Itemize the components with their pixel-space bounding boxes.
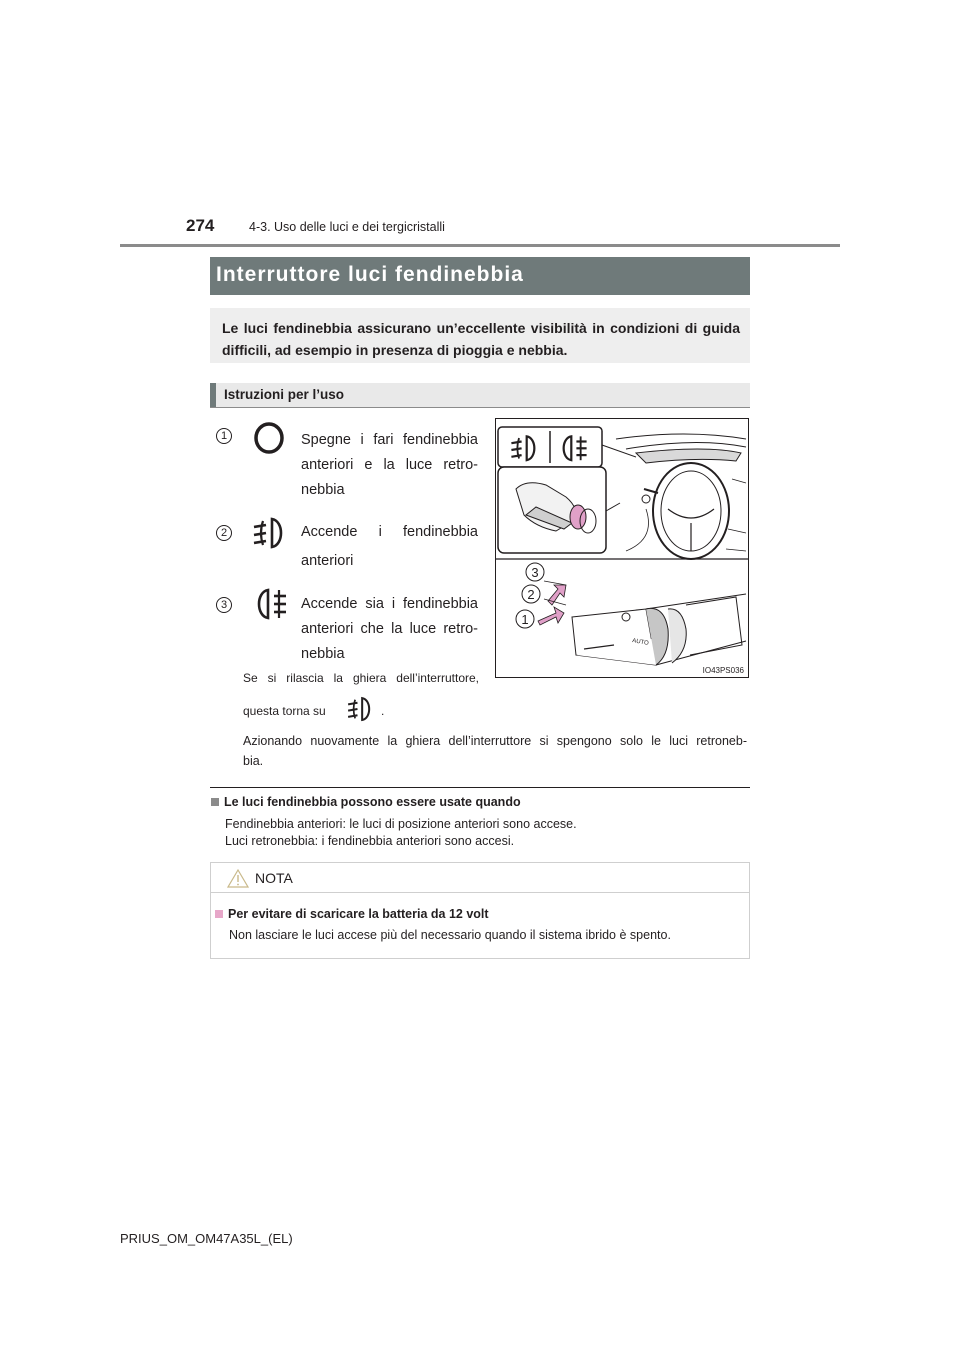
auto-ring-label: AUTO [631, 638, 650, 647]
step-1-line-1: Spegne i fari fendinebbia [301, 432, 478, 448]
intro-text: Le luci fendinebbia assicurano un’eccellente visibilità in condizioni di guida difficili, ad esempio in presenza di pioggia e nebbia. [210, 308, 750, 363]
nota-heading-row [215, 907, 489, 921]
callout-1: 1 [521, 612, 529, 627]
step-2-description [301, 520, 478, 574]
step-3-line-1: Accende sia i fendinebbia [301, 596, 478, 612]
subsection-accent [210, 383, 216, 407]
step-3-line-2: anteriori che la luce retro- [301, 621, 478, 637]
square-bullet-icon [215, 910, 223, 918]
usable-line-1: Fendinebbia anteriori: le luci di posizione anteriori sono accese. [225, 817, 577, 831]
illustration-code: IO43PS036 [702, 666, 744, 675]
nota-label: NOTA [255, 870, 293, 886]
subsection-heading [210, 383, 750, 408]
front-fog-light-icon [250, 515, 290, 551]
nota-box [210, 862, 750, 959]
again-note-line-2: bia. [243, 754, 264, 768]
fog-switch-illustration [495, 418, 749, 678]
usable-heading: Le luci fendinebbia possono essere usate quando [224, 795, 521, 809]
release-note-line-1: Se si rilascia la ghiera dell’interruttore, [243, 671, 479, 685]
step-2-line-1: Accende i fendinebbia [301, 524, 478, 540]
step-3-number: 3 [216, 597, 232, 613]
step-2-number: 2 [216, 525, 232, 541]
step-1-line-2: anteriori e la luce retro- [301, 457, 478, 473]
nota-header [211, 863, 749, 893]
subsection-label: Istruzioni per l’uso [224, 387, 345, 402]
release-note-line-2b: . [381, 704, 385, 718]
front-fog-light-icon-inline [345, 695, 377, 723]
rear-fog-light-icon [250, 586, 290, 622]
again-note-line-1: Azionando nuovamente la ghiera dell’interruttore si spengono solo le luci retroneb- [243, 734, 747, 748]
step-1-line-3: nebbia [301, 482, 345, 498]
step-2-line-2: anteriori [301, 553, 354, 569]
page-title: Interruttore luci fendinebbia [210, 257, 750, 295]
nota-text: Non lasciare le luci accese più del necessario quando il sistema ibrido è spento. [229, 928, 671, 942]
release-note-line-2a: questa torna su [243, 704, 326, 718]
step-1-description [301, 428, 478, 503]
section-title: 4-3. Uso delle luci e dei tergicristalli [249, 220, 445, 234]
square-bullet-icon [211, 798, 219, 806]
callout-2: 2 [527, 587, 535, 602]
off-position-icon [252, 420, 286, 456]
page-number: 274 [186, 216, 215, 235]
callout-3: 3 [531, 565, 539, 580]
step-3-line-3: nebbia [301, 646, 345, 662]
step-3-description [301, 592, 478, 667]
usable-line-2: Luci retronebbia: i fendinebbia anteriori sono accesi. [225, 834, 515, 848]
footer-code: PRIUS_OM_OM47A35L_(EL) [120, 1231, 293, 1246]
step-1-number: 1 [216, 428, 232, 444]
warning-triangle-icon [227, 868, 249, 888]
nota-heading: Per evitare di scaricare la batteria da 12 volt [228, 907, 489, 921]
illustration-drawing [496, 419, 748, 677]
header-rule [120, 244, 840, 247]
usable-heading-row [211, 795, 521, 809]
section-divider [210, 787, 750, 788]
